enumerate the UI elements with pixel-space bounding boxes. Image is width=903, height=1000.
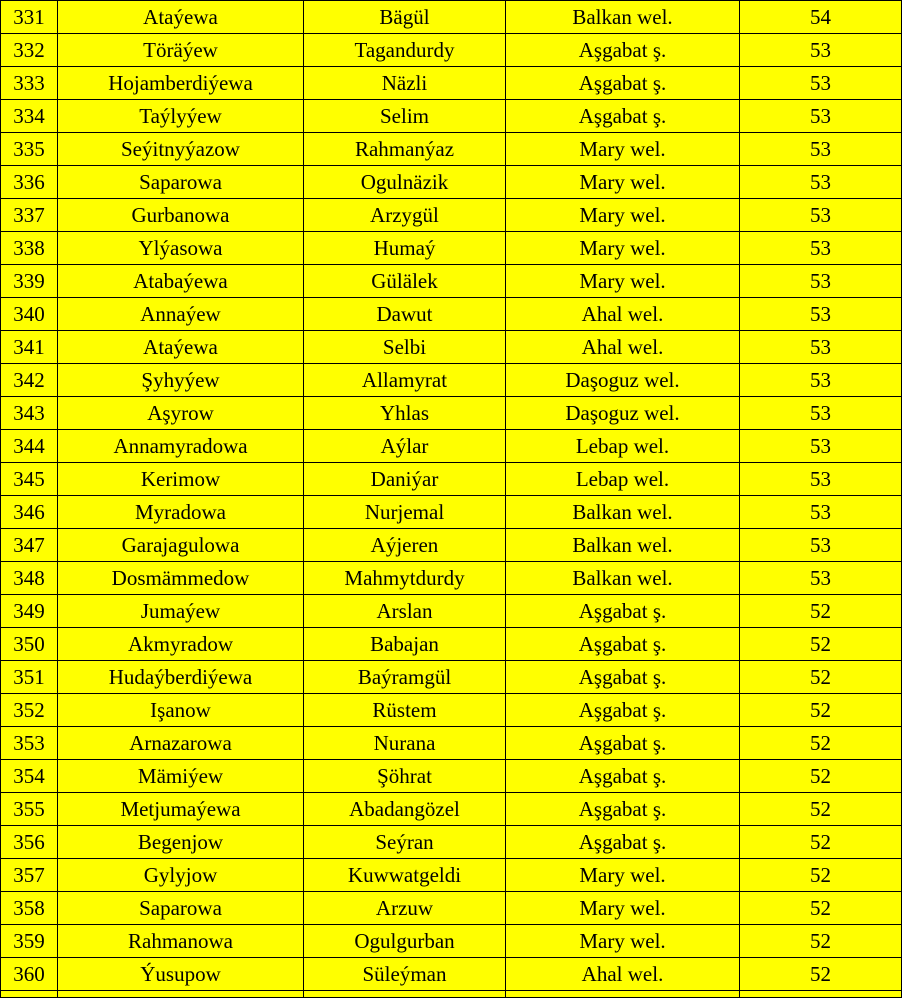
- row-number-cell: 347: [1, 529, 58, 562]
- first-name-cell: Allamyrat: [304, 364, 506, 397]
- region-cell: Mary wel.: [506, 925, 740, 958]
- first-name-cell: Humaý: [304, 232, 506, 265]
- region-cell: Aşgabat ş.: [506, 34, 740, 67]
- score-cell: 53: [740, 199, 902, 232]
- table-row: [1, 694, 902, 727]
- table-cell: [1, 991, 58, 998]
- first-name-cell: Gülälek: [304, 265, 506, 298]
- table-row-partial-bottom: [1, 991, 902, 998]
- surname-cell: Töräýew: [58, 34, 304, 67]
- region-cell: Aşgabat ş.: [506, 628, 740, 661]
- table-row: [1, 760, 902, 793]
- row-number-cell: 335: [1, 133, 58, 166]
- table-row: [1, 925, 902, 958]
- row-number-cell: 333: [1, 67, 58, 100]
- row-number-cell: 350: [1, 628, 58, 661]
- region-cell: Lebap wel.: [506, 430, 740, 463]
- table-row: [1, 595, 902, 628]
- row-number-cell: 341: [1, 331, 58, 364]
- row-number-cell: 345: [1, 463, 58, 496]
- table-row: [1, 1, 902, 34]
- surname-cell: Hudaýberdiýewa: [58, 661, 304, 694]
- surname-cell: Dosmämmedow: [58, 562, 304, 595]
- surname-cell: Kerimow: [58, 463, 304, 496]
- first-name-cell: Tagandurdy: [304, 34, 506, 67]
- surname-cell: Saparowa: [58, 166, 304, 199]
- score-cell: 53: [740, 397, 902, 430]
- score-cell: 52: [740, 661, 902, 694]
- table-row: [1, 826, 902, 859]
- table-row: [1, 397, 902, 430]
- first-name-cell: Aýjeren: [304, 529, 506, 562]
- region-cell: Aşgabat ş.: [506, 760, 740, 793]
- score-cell: 53: [740, 331, 902, 364]
- region-cell: Mary wel.: [506, 265, 740, 298]
- table-row: [1, 661, 902, 694]
- row-number-cell: 352: [1, 694, 58, 727]
- table-row: [1, 364, 902, 397]
- score-cell: 53: [740, 133, 902, 166]
- region-cell: Aşgabat ş.: [506, 826, 740, 859]
- table-row: [1, 331, 902, 364]
- first-name-cell: Dawut: [304, 298, 506, 331]
- surname-cell: Myradowa: [58, 496, 304, 529]
- surname-cell: Mämiýew: [58, 760, 304, 793]
- surname-cell: Arnazarowa: [58, 727, 304, 760]
- table-row: [1, 793, 902, 826]
- row-number-cell: 360: [1, 958, 58, 991]
- region-cell: Ahal wel.: [506, 298, 740, 331]
- surname-cell: Jumaýew: [58, 595, 304, 628]
- score-cell: 52: [740, 628, 902, 661]
- region-cell: Aşgabat ş.: [506, 694, 740, 727]
- table-cell: [58, 991, 304, 998]
- score-cell: 52: [740, 892, 902, 925]
- first-name-cell: Seýran: [304, 826, 506, 859]
- score-cell: 54: [740, 1, 902, 34]
- results-table-body: [1, 0, 902, 998]
- row-number-cell: 346: [1, 496, 58, 529]
- surname-cell: Ylýasowa: [58, 232, 304, 265]
- region-cell: Mary wel.: [506, 166, 740, 199]
- score-cell: 53: [740, 232, 902, 265]
- surname-cell: Seýitnyýazow: [58, 133, 304, 166]
- surname-cell: Gylyjow: [58, 859, 304, 892]
- first-name-cell: Ogulnäzik: [304, 166, 506, 199]
- surname-cell: Işanow: [58, 694, 304, 727]
- region-cell: Ahal wel.: [506, 331, 740, 364]
- table-cell: [740, 991, 902, 998]
- row-number-cell: 355: [1, 793, 58, 826]
- region-cell: Mary wel.: [506, 232, 740, 265]
- surname-cell: Atabaýewa: [58, 265, 304, 298]
- table-row: [1, 100, 902, 133]
- score-cell: 53: [740, 364, 902, 397]
- first-name-cell: Rüstem: [304, 694, 506, 727]
- surname-cell: Saparowa: [58, 892, 304, 925]
- region-cell: Balkan wel.: [506, 562, 740, 595]
- score-cell: 53: [740, 166, 902, 199]
- table-cell: [304, 991, 506, 998]
- surname-cell: Gurbanowa: [58, 199, 304, 232]
- row-number-cell: 356: [1, 826, 58, 859]
- table-row: [1, 34, 902, 67]
- first-name-cell: Ogulgurban: [304, 925, 506, 958]
- first-name-cell: Aýlar: [304, 430, 506, 463]
- row-number-cell: 357: [1, 859, 58, 892]
- score-cell: 52: [740, 925, 902, 958]
- row-number-cell: 343: [1, 397, 58, 430]
- surname-cell: Metjumaýewa: [58, 793, 304, 826]
- table-row: [1, 67, 902, 100]
- first-name-cell: Yhlas: [304, 397, 506, 430]
- region-cell: Mary wel.: [506, 892, 740, 925]
- row-number-cell: 348: [1, 562, 58, 595]
- region-cell: Mary wel.: [506, 133, 740, 166]
- surname-cell: Akmyradow: [58, 628, 304, 661]
- table-row: [1, 496, 902, 529]
- score-cell: 52: [740, 859, 902, 892]
- region-cell: Aşgabat ş.: [506, 100, 740, 133]
- table-row: [1, 892, 902, 925]
- first-name-cell: Selim: [304, 100, 506, 133]
- row-number-cell: 358: [1, 892, 58, 925]
- first-name-cell: Mahmytdurdy: [304, 562, 506, 595]
- first-name-cell: Kuwwatgeldi: [304, 859, 506, 892]
- row-number-cell: 337: [1, 199, 58, 232]
- region-cell: Aşgabat ş.: [506, 793, 740, 826]
- row-number-cell: 359: [1, 925, 58, 958]
- row-number-cell: 332: [1, 34, 58, 67]
- region-cell: Balkan wel.: [506, 529, 740, 562]
- region-cell: Ahal wel.: [506, 958, 740, 991]
- first-name-cell: Bägül: [304, 1, 506, 34]
- first-name-cell: Süleýman: [304, 958, 506, 991]
- table-row: [1, 628, 902, 661]
- table-row: [1, 166, 902, 199]
- table-row: [1, 430, 902, 463]
- score-cell: 52: [740, 958, 902, 991]
- region-cell: Daşoguz wel.: [506, 364, 740, 397]
- score-cell: 53: [740, 496, 902, 529]
- score-cell: 52: [740, 595, 902, 628]
- region-cell: Aşgabat ş.: [506, 595, 740, 628]
- row-number-cell: 342: [1, 364, 58, 397]
- table-row: [1, 265, 902, 298]
- score-cell: 53: [740, 463, 902, 496]
- surname-cell: Ataýewa: [58, 331, 304, 364]
- first-name-cell: Nurana: [304, 727, 506, 760]
- row-number-cell: 344: [1, 430, 58, 463]
- row-number-cell: 349: [1, 595, 58, 628]
- table-row: [1, 958, 902, 991]
- first-name-cell: Selbi: [304, 331, 506, 364]
- region-cell: Mary wel.: [506, 859, 740, 892]
- score-cell: 53: [740, 265, 902, 298]
- region-cell: Daşoguz wel.: [506, 397, 740, 430]
- table-row: [1, 463, 902, 496]
- table-row: [1, 727, 902, 760]
- first-name-cell: Baýramgül: [304, 661, 506, 694]
- score-cell: 53: [740, 430, 902, 463]
- row-number-cell: 334: [1, 100, 58, 133]
- score-cell: 52: [740, 760, 902, 793]
- surname-cell: Taýlyýew: [58, 100, 304, 133]
- first-name-cell: Näzli: [304, 67, 506, 100]
- first-name-cell: Abadangözel: [304, 793, 506, 826]
- region-cell: Mary wel.: [506, 199, 740, 232]
- score-cell: 53: [740, 34, 902, 67]
- surname-cell: Şyhyýew: [58, 364, 304, 397]
- table-cell: [506, 991, 740, 998]
- first-name-cell: Daniýar: [304, 463, 506, 496]
- row-number-cell: 331: [1, 1, 58, 34]
- table-row: [1, 133, 902, 166]
- region-cell: Balkan wel.: [506, 1, 740, 34]
- surname-cell: Hojamberdiýewa: [58, 67, 304, 100]
- surname-cell: Ýusupow: [58, 958, 304, 991]
- surname-cell: Rahmanowa: [58, 925, 304, 958]
- table-row: [1, 298, 902, 331]
- table-row: [1, 859, 902, 892]
- table-row: [1, 199, 902, 232]
- region-cell: Lebap wel.: [506, 463, 740, 496]
- score-cell: 53: [740, 298, 902, 331]
- table-row: [1, 232, 902, 265]
- row-number-cell: 351: [1, 661, 58, 694]
- score-cell: 53: [740, 562, 902, 595]
- region-cell: Aşgabat ş.: [506, 727, 740, 760]
- first-name-cell: Nurjemal: [304, 496, 506, 529]
- table-row: [1, 562, 902, 595]
- row-number-cell: 354: [1, 760, 58, 793]
- score-cell: 53: [740, 529, 902, 562]
- first-name-cell: Arzuw: [304, 892, 506, 925]
- score-cell: 52: [740, 826, 902, 859]
- region-cell: Balkan wel.: [506, 496, 740, 529]
- score-cell: 53: [740, 67, 902, 100]
- surname-cell: Aşyrow: [58, 397, 304, 430]
- row-number-cell: 340: [1, 298, 58, 331]
- first-name-cell: Arzygül: [304, 199, 506, 232]
- region-cell: Aşgabat ş.: [506, 661, 740, 694]
- surname-cell: Garajagulowa: [58, 529, 304, 562]
- first-name-cell: Babajan: [304, 628, 506, 661]
- row-number-cell: 353: [1, 727, 58, 760]
- surname-cell: Annaýew: [58, 298, 304, 331]
- score-cell: 53: [740, 100, 902, 133]
- first-name-cell: Arslan: [304, 595, 506, 628]
- surname-cell: Annamyradowa: [58, 430, 304, 463]
- table-row: [1, 529, 902, 562]
- score-cell: 52: [740, 727, 902, 760]
- score-cell: 52: [740, 793, 902, 826]
- first-name-cell: Rahmanýaz: [304, 133, 506, 166]
- region-cell: Aşgabat ş.: [506, 67, 740, 100]
- first-name-cell: Şöhrat: [304, 760, 506, 793]
- surname-cell: Ataýewa: [58, 1, 304, 34]
- row-number-cell: 339: [1, 265, 58, 298]
- row-number-cell: 338: [1, 232, 58, 265]
- score-cell: 52: [740, 694, 902, 727]
- row-number-cell: 336: [1, 166, 58, 199]
- surname-cell: Begenjow: [58, 826, 304, 859]
